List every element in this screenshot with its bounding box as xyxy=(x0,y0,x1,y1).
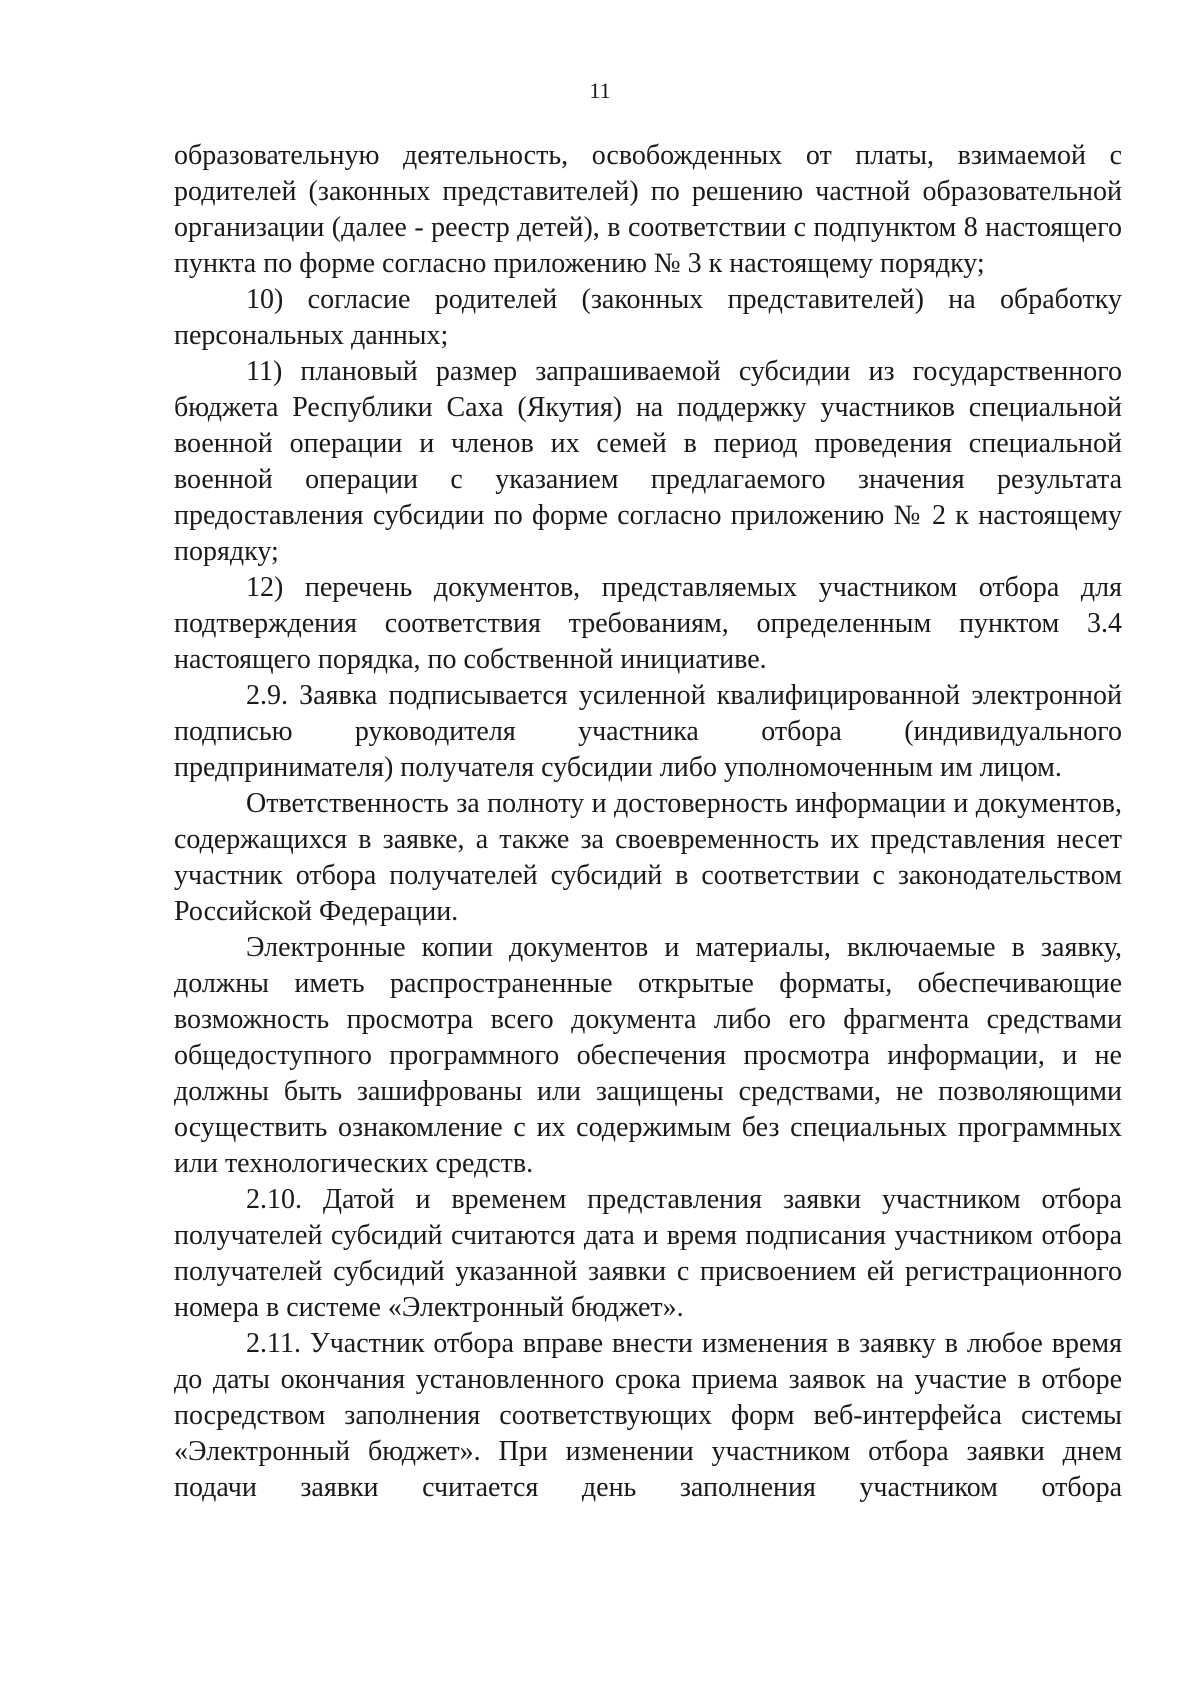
paragraph-2-10: 2.10. Датой и временем представления заявки участником отбора получателей субсидий считаются дата и время подписания участником отбора получателей субсидий указанной заявки с присвоением ей регистрационного номера в системе «Электронный бюджет». xyxy=(174,1184,1122,1323)
paragraph-item-10: 10) согласие родителей (законных представителей) на обработку персональных данных; xyxy=(174,284,1122,351)
paragraph-2-9: 2.9. Заявка подписывается усиленной квалифицированной электронной подписью руководителя участника отбора (индивидуального предпринимателя) получателя субсидии либо уполномоченным им лицом. xyxy=(174,680,1122,783)
paragraph-electronic-copies: Электронные копии документов и материалы, включаемые в заявку, должны иметь распространенные открытые форматы, обеспечивающие возможность просмотра всего документа либо его фрагмента средствами общедоступного программного обеспечения просмотра информации, и не должны быть зашифрованы или защищены средствами, не позволяющими осуществить ознакомление с их содержимым без специальных программных или технологических средств. xyxy=(174,932,1122,1179)
paragraph-2-11: 2.11. Участник отбора вправе внести изменения в заявку в любое время до даты окончания установленного срока приема заявок на участие в отборе посредством заполнения соответствующих форм веб-интерфейса системы «Электронный бюджет». При изменении участником отбора заявки днем подачи заявки считается день заполнения участником отбора xyxy=(174,1328,1122,1503)
page-number: 11 xyxy=(589,78,611,103)
paragraph-item-12: 12) перечень документов, представляемых участником отбора для подтверждения соответствия требованиям, определенным пунктом 3.4 настоящего порядка, по собственной инициативе. xyxy=(174,572,1122,675)
paragraph-continuation: образовательную деятельность, освобожденных от платы, взимаемой с родителей (законных представителей) по решению частной образовательной организации (далее - реестр детей), в соответствии с подпунктом 8 настоящего пункта по форме согласно приложению № 3 к настоящему порядку; xyxy=(174,140,1122,279)
paragraph-item-11: 11) плановый размер запрашиваемой субсидии из государственного бюджета Республики Саха (Якутия) на поддержку участников специальной военной операции и членов их семей в период проведения специальной военной операции с указанием предлагаемого значения результата предоставления субсидии по форме согласно приложению № 2 к настоящему порядку; xyxy=(174,356,1122,567)
paragraph-responsibility: Ответственность за полноту и достоверность информации и документов, содержащихся в заявке, а также за своевременность их представления несет участник отбора получателей субсидий в соответствии с законодательством Российской Федерации. xyxy=(174,788,1122,927)
document-body xyxy=(174,138,1122,1506)
